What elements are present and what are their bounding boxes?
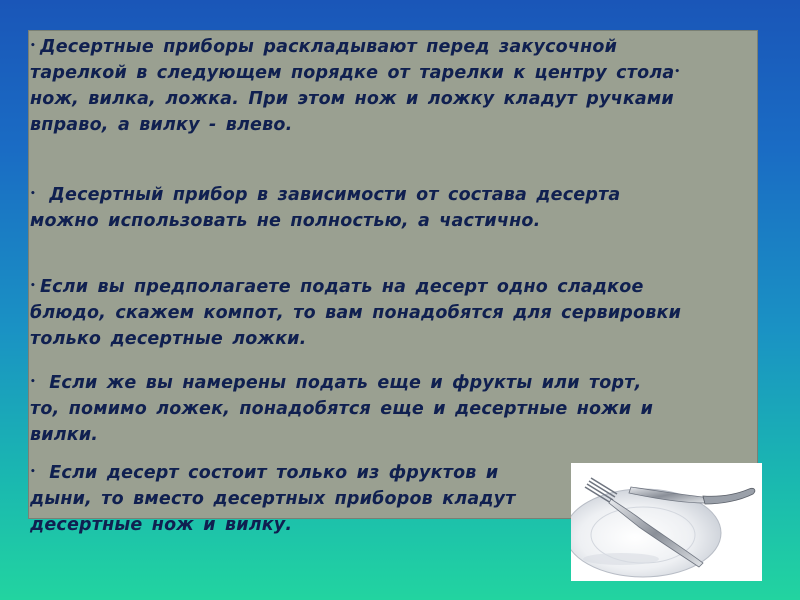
bullet-icon: • [30, 41, 36, 51]
text-line [30, 182, 620, 208]
text-line: блюдо, скажем компот, то вам понадобятся для сервировки [30, 303, 682, 323]
paragraph-cutlery-order [30, 34, 680, 138]
text-line: только десертные ложки. [30, 329, 307, 349]
paragraph-fruit-or-cake [30, 370, 653, 448]
paragraph-partial-use [30, 182, 620, 234]
line-text: Если же вы намерены подать еще и фрукты или торт, [39, 373, 642, 393]
text-line: нож, вилка, ложка. При этом нож и ложку кладут ручками [30, 89, 674, 109]
text-line: дыни, то вместо десертных приборов кладут [30, 489, 516, 509]
paragraph-fruits-only [30, 460, 516, 538]
bullet-icon: • [30, 467, 36, 477]
line-text: Десертные приборы раскладывают перед закусочной [39, 37, 618, 57]
text-line [30, 60, 680, 86]
text-line [30, 274, 681, 300]
paragraph-sweet-dish [30, 274, 681, 352]
text-line: можно использовать не полностью, а частично. [30, 211, 541, 231]
text-line [30, 370, 653, 396]
line-text: Десертный прибор в зависимости от состава десерта [39, 185, 621, 205]
text-line: десертные нож и вилку. [30, 515, 293, 535]
bullet-icon: • [30, 281, 36, 291]
bullet-icon: • [674, 67, 681, 77]
cutlery-illustration [571, 463, 762, 581]
line-text: тарелкой в следующем порядке от тарелки к центру стола [30, 63, 675, 83]
line-text: Если вы предполагаете подать на десерт одно сладкое [39, 277, 644, 297]
line-text: Если десерт состоит только из фруктов и [39, 463, 499, 483]
text-line [30, 34, 680, 60]
plate-fork-knife-image [571, 463, 762, 581]
text-line: вправо, а вилку - влево. [30, 115, 293, 135]
bullet-icon: • [30, 189, 36, 199]
text-line [30, 460, 516, 486]
text-line: вилки. [30, 425, 99, 445]
text-line: то, помимо ложек, понадобятся еще и десертные ножи и [30, 399, 654, 419]
bullet-icon: • [30, 377, 36, 387]
